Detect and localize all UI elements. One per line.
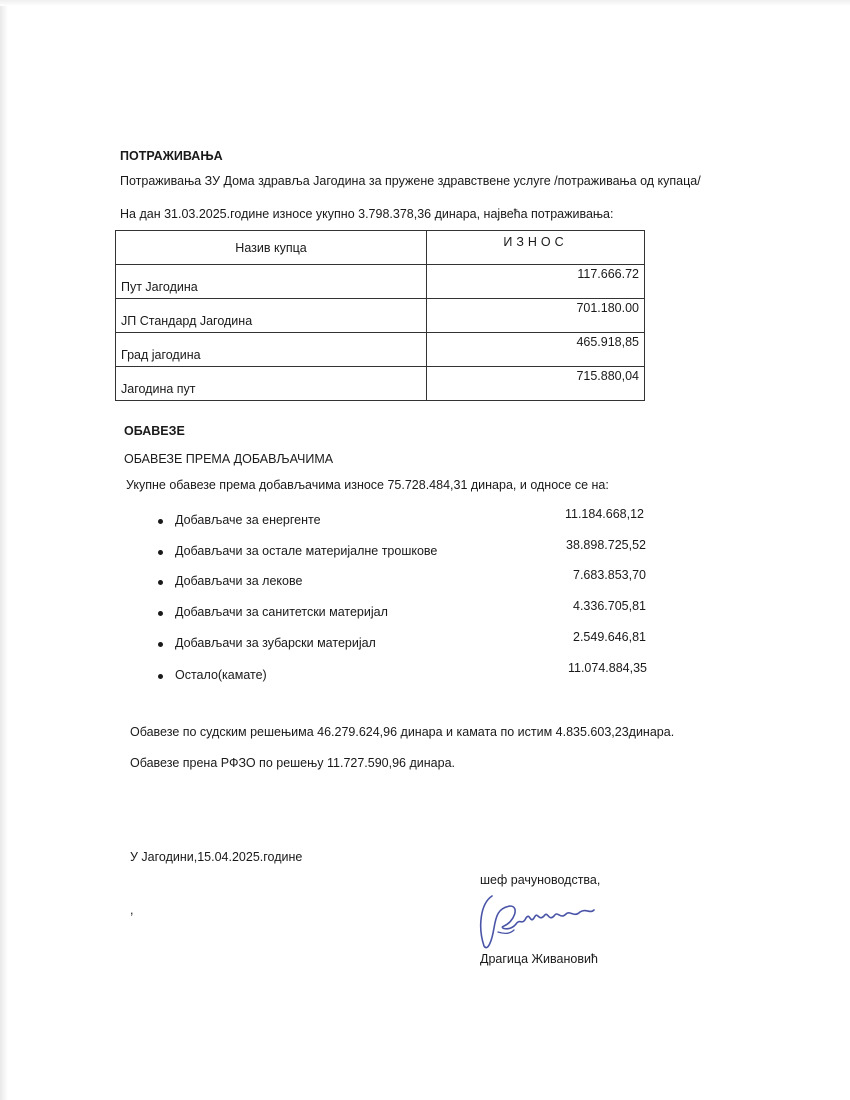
bullet-icon	[158, 642, 163, 647]
list-item-amount: 11.074.884,35	[567, 661, 647, 675]
list-item-label: Добављаче за енергенте	[175, 513, 321, 527]
rfzo-liabilities: Обавезе прена РФЗО по решењу 11.727.590,96 динара.	[130, 756, 455, 770]
scan-edge-top	[0, 0, 850, 6]
list-item-label: Добављачи за лекове	[175, 574, 303, 588]
list-item-label: Добављачи за остале материјалне трошкове	[175, 544, 438, 558]
table-row	[116, 265, 645, 299]
table-row	[116, 333, 645, 367]
buyer-name: Град јагодина	[116, 333, 427, 367]
scan-edge-left	[0, 0, 8, 1100]
bullet-icon	[158, 519, 163, 524]
list-item-label: Остало(камате)	[175, 668, 267, 682]
list-item-amount: 38.898.725,52	[566, 538, 646, 552]
receivables-line-2: На дан 31.03.2025.године износе укупно 3.798.378,36 динара, највећа потраживања:	[120, 207, 614, 221]
stray-comma: ,	[130, 903, 134, 917]
list-item-amount: 11.184.668,12	[564, 507, 644, 521]
column-header-buyer: Назив купца	[116, 231, 427, 265]
handwritten-signature	[470, 888, 610, 958]
list-item-amount: 7.683.853,70	[573, 568, 646, 582]
liabilities-intro: Укупне обавезе према добављачима износе 75.728.484,31 динара, и односе се на:	[126, 478, 609, 492]
bullet-icon	[158, 674, 163, 679]
liabilities-heading: ОБАВЕЗЕ	[124, 424, 185, 438]
buyer-name: ЈП Стандард Јагодина	[116, 299, 427, 333]
signatory-role: шеф рачуноводства,	[480, 873, 601, 887]
buyer-name: Пут Јагодина	[116, 265, 427, 299]
buyer-amount: 715.880,04	[427, 367, 645, 401]
receivables-line-1: Потраживања ЗУ Дома здравља Јагодина за пружене здравствене услуге /потраживања од купаца/	[120, 174, 701, 188]
bullet-icon	[158, 580, 163, 585]
list-item-label: Добављачи за санитетски материјал	[175, 605, 388, 619]
buyer-amount: 465.918,85	[427, 333, 645, 367]
bullet-icon	[158, 550, 163, 555]
receivables-heading: ПОТРАЖИВАЊА	[120, 149, 223, 163]
table-header-row	[116, 231, 645, 265]
court-liabilities: Обавезе по судским решењима 46.279.624,96 динара и камата по истим 4.835.603,23динара.	[130, 725, 675, 739]
receivables-table	[115, 230, 645, 401]
list-item-amount: 4.336.705,81	[573, 599, 646, 613]
signatory-name: Драгица Живановић	[480, 952, 598, 966]
place-and-date: У Јагодини,15.04.2025.године	[130, 850, 303, 864]
column-header-amount: ИЗНОС	[427, 231, 645, 265]
table-row	[116, 367, 645, 401]
bullet-icon	[158, 611, 163, 616]
buyer-name: Јагодина пут	[116, 367, 427, 401]
liabilities-subheading: ОБАВЕЗЕ ПРЕМА ДОБАВЉАЧИМА	[124, 452, 334, 466]
list-item-label: Добављачи за зубарски материјал	[175, 636, 376, 650]
list-item-amount: 2.549.646,81	[573, 630, 646, 644]
table-row	[116, 299, 645, 333]
buyer-amount: 117.666.72	[427, 265, 645, 299]
buyer-amount: 701.180.00	[427, 299, 645, 333]
